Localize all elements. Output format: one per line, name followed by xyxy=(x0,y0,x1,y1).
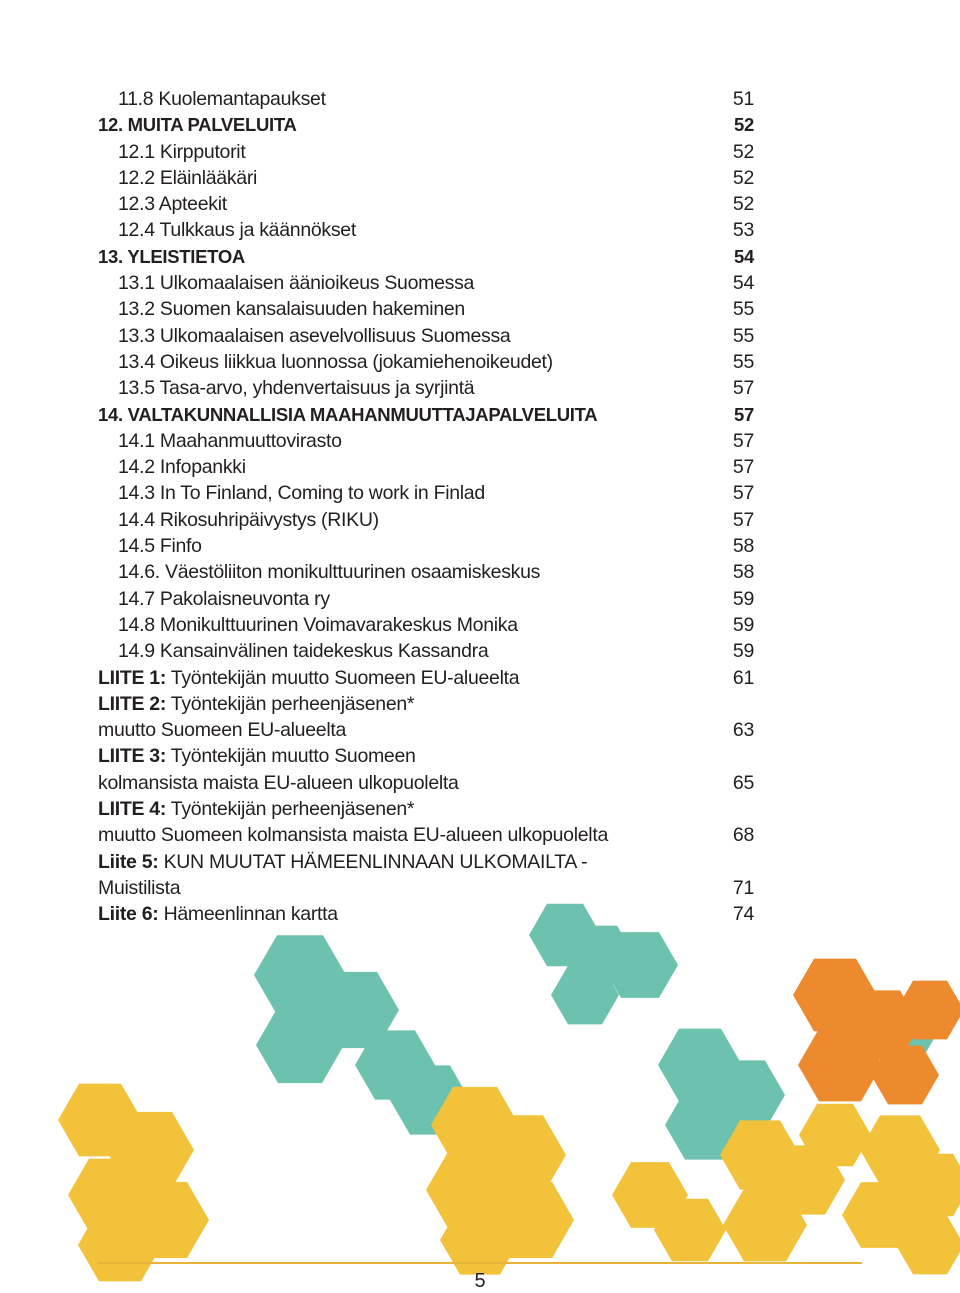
toc-page-number: 61 xyxy=(732,666,754,689)
appendix-prefix: LIITE 1: xyxy=(98,666,167,689)
toc-entry-label: 13.2 Suomen kansalaisuuden hakeminen xyxy=(118,298,465,321)
table-of-contents xyxy=(98,86,758,928)
appendix-prefix: Liite 5: xyxy=(98,850,159,873)
toc-entry-label: 13. YLEISTIETOA xyxy=(98,245,245,267)
appendix-title: KUN MUUTAT HÄMEENLINNAAN ULKOMAILTA - xyxy=(158,850,588,873)
toc-entry-label: kolmansista maista EU-alueen ulkopuolelta xyxy=(98,771,459,794)
toc-page-number: 55 xyxy=(732,350,754,373)
toc-entry-label: muutto Suomeen EU-alueelta xyxy=(98,719,347,742)
toc-entry-label: 14.4 Rikosuhripäivystys (RIKU) xyxy=(118,508,379,531)
page-number: 5 xyxy=(474,1270,486,1292)
toc-entry xyxy=(98,112,758,138)
toc-entry xyxy=(98,375,758,401)
appendix-prefix: LIITE 2: xyxy=(98,692,167,715)
toc-page-number: 52 xyxy=(732,193,754,216)
appendix-title: Työntekijän perheenjäsenen* xyxy=(166,692,415,715)
toc-entry xyxy=(98,507,758,533)
toc-entry xyxy=(98,323,758,349)
toc-entry-label xyxy=(98,851,587,873)
toc-entry-label: 14.5 Finfo xyxy=(118,535,202,558)
toc-entry-label: 13.5 Tasa-arvo, yhdenvertaisuus ja syrjintä xyxy=(118,377,475,400)
toc-entry-label: muutto Suomeen kolmansista maista EU-alueen ulkopuolelta xyxy=(98,824,608,847)
toc-page-number: 57 xyxy=(732,482,754,505)
toc-entry-label: 14.7 Pakolaisneuvonta ry xyxy=(118,587,330,610)
toc-page-number: 57 xyxy=(732,377,754,400)
toc-entry-label: 14.1 Maahanmuuttovirasto xyxy=(118,429,342,452)
toc-entry-label: 13.3 Ulkomaalaisen asevelvollisuus Suomessa xyxy=(118,324,511,347)
toc-entry xyxy=(98,480,758,506)
toc-page-number: 68 xyxy=(732,824,754,847)
toc-entry xyxy=(98,402,758,428)
footer-divider xyxy=(98,1262,862,1264)
toc-page-number: 52 xyxy=(732,140,754,163)
toc-page-number: 57 xyxy=(732,456,754,479)
toc-page-number: 53 xyxy=(732,219,754,242)
toc-entry xyxy=(98,349,758,375)
toc-entry xyxy=(98,638,758,664)
toc-entry xyxy=(98,901,758,927)
toc-entry xyxy=(98,665,758,691)
toc-entry xyxy=(98,139,758,165)
toc-page-number: 57 xyxy=(732,508,754,531)
toc-page-number: 58 xyxy=(732,561,754,584)
toc-entry-label: 13.4 Oikeus liikkua luonnossa (jokamiehenoikeudet) xyxy=(118,350,553,373)
toc-page-number: 74 xyxy=(732,903,754,926)
toc-page-number: 54 xyxy=(732,272,754,295)
toc-entry xyxy=(98,244,758,270)
toc-entry xyxy=(98,86,758,112)
toc-entry-label: 14.2 Infopankki xyxy=(118,456,246,479)
appendix-title: Työntekijän muutto Suomeen xyxy=(166,745,416,768)
toc-entry xyxy=(98,717,758,743)
toc-entry-label: 12.4 Tulkkaus ja käännökset xyxy=(118,219,356,242)
toc-page-number: 65 xyxy=(732,771,754,794)
toc-entry xyxy=(98,849,758,875)
toc-entry-label xyxy=(98,903,338,925)
toc-page-number: 63 xyxy=(732,719,754,742)
appendix-title: Työntekijän perheenjäsenen* xyxy=(166,798,415,821)
toc-entry xyxy=(98,165,758,191)
toc-entry-label xyxy=(98,745,416,767)
toc-page-number: 57 xyxy=(734,403,754,425)
toc-entry xyxy=(98,191,758,217)
toc-entry xyxy=(98,270,758,296)
toc-entry xyxy=(98,743,758,769)
appendix-title: Hämeenlinnan kartta xyxy=(158,903,338,926)
toc-entry-label: 14.3 In To Finland, Coming to work in Finlad xyxy=(118,482,485,505)
toc-entry xyxy=(98,559,758,585)
appendix-prefix: LIITE 3: xyxy=(98,745,167,768)
toc-entry-label: Muistilista xyxy=(98,876,181,899)
toc-page-number: 55 xyxy=(732,298,754,321)
appendix-prefix: Liite 6: xyxy=(98,903,159,926)
toc-page-number: 57 xyxy=(732,429,754,452)
toc-page-number: 58 xyxy=(732,535,754,558)
toc-entry-label: 14. VALTAKUNNALLISIA MAAHANMUUTTAJAPALVELUITA xyxy=(98,403,598,425)
toc-page-number: 55 xyxy=(732,324,754,347)
toc-entry xyxy=(98,691,758,717)
toc-entry xyxy=(98,586,758,612)
toc-page-number: 59 xyxy=(732,640,754,663)
toc-page-number: 59 xyxy=(732,587,754,610)
toc-entry xyxy=(98,533,758,559)
toc-page-number: 54 xyxy=(734,245,754,267)
toc-entry xyxy=(98,770,758,796)
toc-page-number: 51 xyxy=(732,88,754,110)
toc-entry-label: 14.6. Väestöliiton monikulttuurinen osaamiskeskus xyxy=(118,561,541,584)
toc-entry-label: 12. MUITA PALVELUITA xyxy=(98,114,297,136)
toc-entry xyxy=(98,428,758,454)
toc-entry-label: 14.9 Kansainvälinen taidekeskus Kassandra xyxy=(118,640,489,663)
toc-entry-label xyxy=(98,798,414,820)
toc-entry xyxy=(98,296,758,322)
toc-entry-label: 12.2 Eläinlääkäri xyxy=(118,166,258,189)
toc-entry xyxy=(98,796,758,822)
toc-entry xyxy=(98,217,758,243)
appendix-title: Työntekijän muutto Suomeen EU-alueelta xyxy=(166,666,520,689)
toc-entry xyxy=(98,454,758,480)
toc-page-number: 52 xyxy=(734,114,754,136)
appendix-prefix: LIITE 4: xyxy=(98,798,167,821)
toc-entry-label: 13.1 Ulkomaalaisen äänioikeus Suomessa xyxy=(118,272,475,295)
toc-entry xyxy=(98,822,758,848)
toc-entry-label: 12.1 Kirpputorit xyxy=(118,140,246,163)
toc-entry-label: 11.8 Kuolemantapaukset xyxy=(118,88,326,110)
toc-page-number: 59 xyxy=(732,613,754,636)
toc-page-number: 52 xyxy=(732,166,754,189)
toc-entry-label xyxy=(98,667,519,689)
toc-page-number: 71 xyxy=(732,876,754,899)
toc-entry-label: 14.8 Monikulttuurinen Voimavarakeskus Monika xyxy=(118,613,518,636)
toc-entry-label: 12.3 Apteekit xyxy=(118,193,227,216)
toc-entry xyxy=(98,875,758,901)
toc-entry xyxy=(98,612,758,638)
toc-entry-label xyxy=(98,693,414,715)
